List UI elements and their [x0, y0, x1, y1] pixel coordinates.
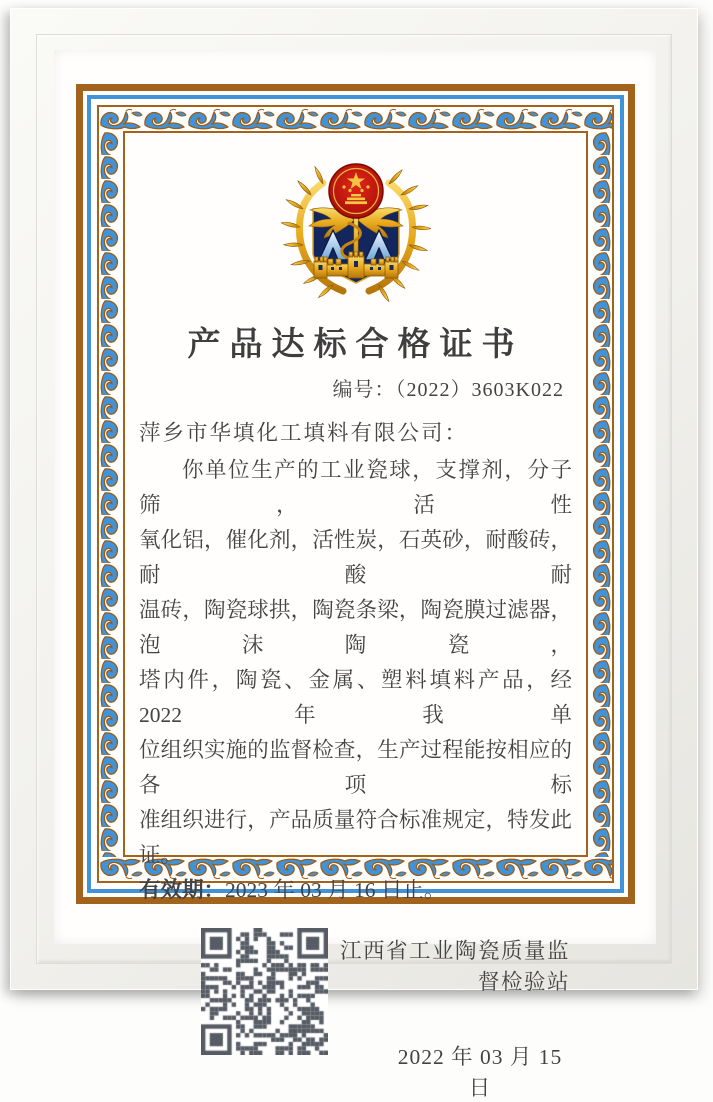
border-outer-gold: [76, 84, 635, 1100]
footer-right: [328, 928, 572, 1102]
validity-label: 有效期：: [139, 878, 226, 902]
body-line: 温砖，陶瓷球拱，陶瓷条梁，陶瓷膜过滤器，泡沫陶瓷，: [139, 598, 572, 657]
border-inner-line: [123, 131, 588, 1100]
certificate-footer: [139, 928, 572, 1102]
picture-frame: [10, 8, 698, 1100]
serial-number: 编号：（2022）3603K022: [332, 379, 564, 401]
issue-date: 2022 年 03 月 15 日: [397, 1045, 563, 1100]
certificate-content: [125, 133, 586, 1100]
body-line: 你单位生产的工业瓷球，支撑剂，分子筛，活性: [139, 458, 572, 517]
validity-line: [139, 873, 572, 908]
qr-code: [201, 928, 328, 1055]
certificate-paper: [54, 50, 656, 1100]
national-emblem-icon: [329, 164, 383, 218]
ornate-pattern-right: [588, 131, 612, 857]
certificate-body: [139, 453, 572, 873]
certificate-title: 产品达标合格证书: [187, 327, 524, 363]
border-blue-line: [87, 95, 624, 1100]
quality-supervision-emblem-icon: [281, 157, 431, 307]
body-line: 位组织实施的监督检查，生产过程能按相应的各项标: [139, 738, 572, 797]
border-ornate-band: [97, 105, 614, 1100]
body-line: 准组织进行，产品质量符合标准规定，特发此证。: [139, 808, 572, 867]
ornate-pattern-top: [99, 107, 612, 131]
body-line: 氧化铝，催化剂，活性炭，石英砂，耐酸砖，耐酸耐: [139, 528, 572, 587]
body-line: 塔内件，陶瓷、金属、塑料填料产品，经 2022 年我单: [139, 668, 572, 727]
recipient-company: 萍乡市华填化工填料有限公司：: [139, 421, 469, 445]
emblem-wrap: [139, 157, 572, 312]
validity-value: 2023 年 03 月 16 日止。: [225, 878, 446, 902]
issuer-name: 江西省工业陶瓷质量监督检验站: [339, 939, 570, 994]
ornate-pattern-left: [99, 131, 123, 857]
